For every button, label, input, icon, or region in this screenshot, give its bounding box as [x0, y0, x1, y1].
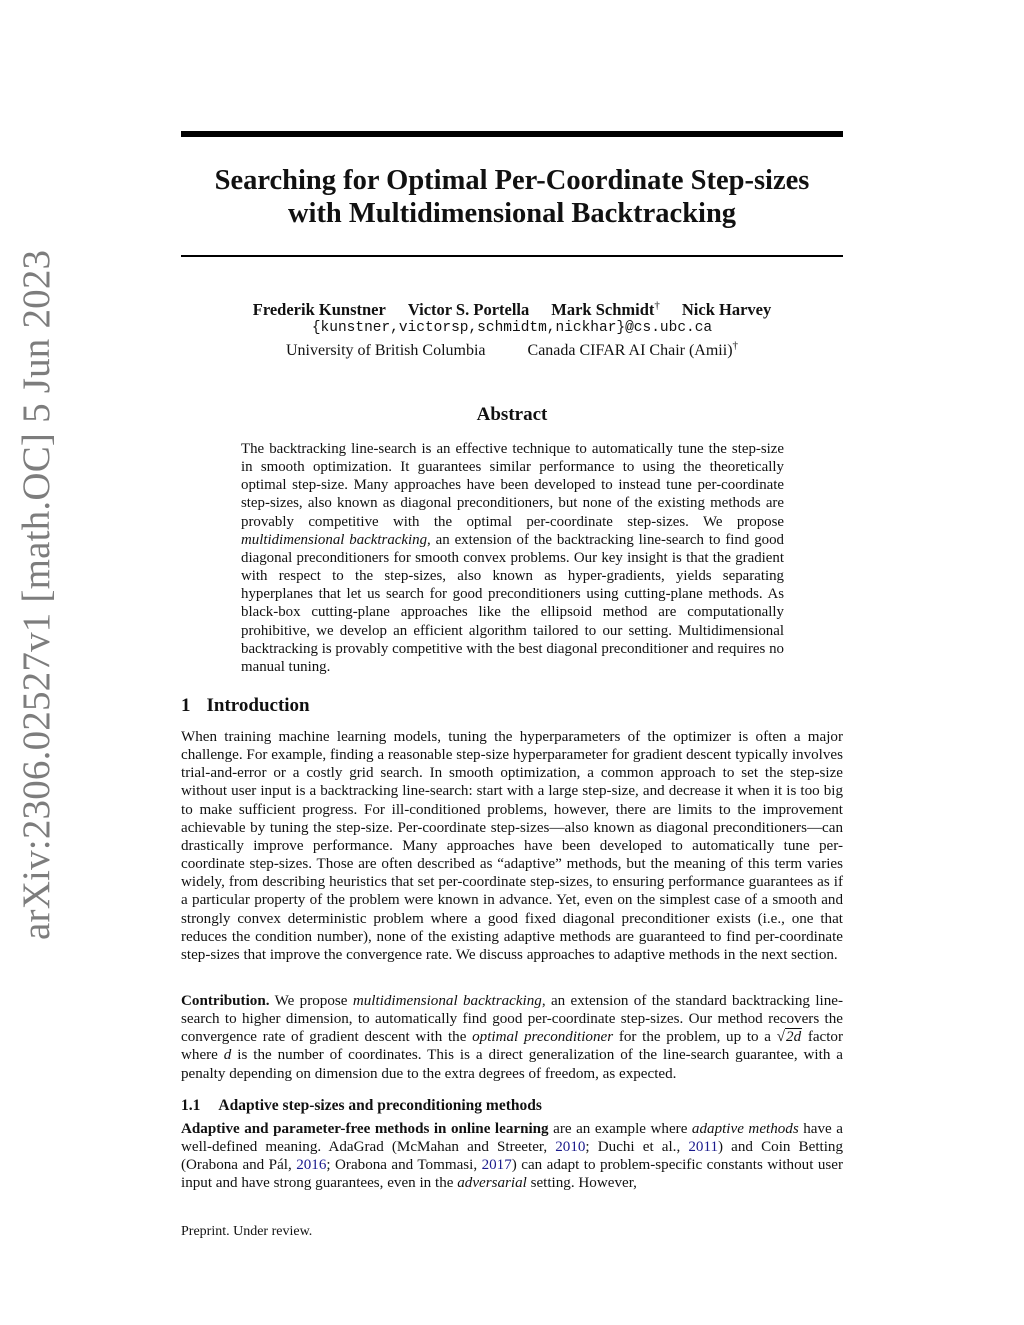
sqrt-expression: [777, 1028, 802, 1045]
citation-link-2011[interactable]: 2011: [688, 1139, 718, 1156]
abstract-text-2: , an extension of the backtracking line-search to find good diagonal preconditioners for smooth convex problems. Our key insight is that the gradient with respect to the step-sizes, also known as hyper-gradients, yields separating hyperplanes that let us search for good preconditioners using cutting-plane methods. As black-box cutting-plane approaches like the ellipsoid method are computationally prohibitive, we develop an efficient algorithm tailored to our setting. Multidimensional backtracking is provably competitive with the best diagonal preconditioner and requires no manual tuning.: [241, 531, 784, 675]
intro-paragraph: When training machine learning models, tuning the hyperparameters of the optimizer is often a major challenge. For example, finding a reasonable step-size hyperparameter for gradient descent typically involves trial-and-error or a costly grid search. In smooth optimization, a common approach to set the step-size without user input is a backtracking line-search: start with a large step-size, and decrease it when it is too big to make sufficient progress. For ill-conditioned problems, however, there are limits to the improvement achievable by tuning the step-size. Per-coordinate step-sizes—also known as diagonal preconditioners—can drastically improve performance. Many approaches have been developed to automatically tune per-coordinate step-sizes. Those are often described as “adaptive” methods, but the meaning of this term varies widely, from describing heuristics that set per-coordinate step-sizes, to ensuring performance guarantees as if a particular property of the problem were known in advance. Yet, even on the simplest case of a smooth and strongly convex deterministic problem where a good fixed diagonal preconditioner exists (i.e., one that reduces the condition number), none of the existing adaptive methods are guaranteed to find per-coordinate step-sizes that improve the convergence rate. We discuss approaches to adaptive methods in the next section.: [181, 729, 843, 963]
title-line-1: Searching for Optimal Per-Coordinate Step-sizes: [214, 165, 810, 196]
affiliation-ubc: University of British Columbia: [285, 342, 486, 360]
citation-link-2017[interactable]: 2017: [481, 1157, 512, 1174]
abstract-body: [241, 440, 784, 676]
abstract-text-1: The backtracking line-search is an effective technique to automatically tune the step-size in smooth optimization. It guarantees similar performance to using the theoretically optimal step-size. Many approaches have been developed to instead tune per-coordinate step-sizes, also known as diagonal preconditioners, but none of the existing methods are provably competitive with the optimal per-coordinate step-sizes. We propose: [241, 441, 784, 530]
citation-link-2016[interactable]: 2016: [296, 1157, 327, 1174]
contribution-text-1: We propose: [269, 993, 353, 1009]
math-variable-d: d: [223, 1047, 232, 1064]
contribution-paragraph: [181, 992, 843, 1083]
subsection-title: Adaptive step-sizes and preconditioning methods: [218, 1097, 542, 1114]
preprint-footer: Preprint. Under review.: [181, 1224, 313, 1239]
title-top-rule: [181, 131, 843, 137]
adaptive-emphasis-1: adaptive methods: [691, 1121, 799, 1137]
adaptive-text-2: have a well-defined meaning. AdaGrad (McMahan and Streeter,: [181, 1121, 843, 1156]
author-schmidt: [551, 300, 660, 319]
contribution-text-5: is the number of coordinates. This is a direct generalization of the line-search guarantee, with a penalty depending on dimension due to the extra degrees of freedom, as expected.: [181, 1047, 843, 1082]
adaptive-lead: Adaptive and parameter-free methods in online learning: [181, 1121, 549, 1137]
affiliation-dagger-mark: †: [732, 340, 739, 352]
author-portella: Victor S. Portella: [407, 299, 530, 319]
title-bottom-rule: [181, 255, 843, 257]
contribution-lead: Contribution.: [181, 993, 270, 1009]
author-emails: {kunstner,victorsp,schmidtm,nickhar}@cs.ubc.ca: [311, 320, 713, 336]
adaptive-text-3: ; Duchi et al.,: [585, 1139, 689, 1156]
citation-link-2010[interactable]: 2010: [555, 1139, 586, 1156]
sqrt-argument-text: 2d: [786, 1029, 802, 1046]
author-schmidt-name: Mark Schmidt: [551, 299, 655, 319]
abstract-emphasis: multidimensional backtracking: [241, 531, 428, 548]
sqrt-symbol: √: [776, 1029, 786, 1046]
title-line-2: with Multidimensional Backtracking: [287, 198, 737, 229]
paper-title: [181, 164, 843, 230]
affiliation-amii: [528, 342, 739, 359]
adaptive-text-4: ) and Coin Betting (Orabona and Pál,: [181, 1139, 843, 1174]
author-kunstner: Frederik Kunstner: [252, 299, 386, 319]
subsection-heading: [181, 1097, 542, 1115]
section-heading-introduction: [181, 695, 310, 717]
author-harvey: Nick Harvey: [681, 299, 772, 319]
subsection-number: 1.1: [181, 1097, 201, 1114]
adaptive-emphasis-2: adversarial: [457, 1175, 527, 1192]
contribution-text-4: factor where: [181, 1029, 844, 1064]
section-number: 1: [181, 695, 191, 716]
adaptive-text-7: setting. However,: [526, 1175, 637, 1192]
contribution-emphasis-1: multidimensional backtracking: [352, 993, 542, 1009]
author-list: [181, 299, 843, 320]
sqrt-argument: [785, 1028, 802, 1045]
adaptive-methods-paragraph: [181, 1120, 843, 1193]
contribution-text-3: for the problem, up to a: [613, 1029, 777, 1046]
abstract-heading: Abstract: [476, 404, 548, 425]
contribution-emphasis-2: optimal preconditioner: [472, 1029, 614, 1046]
arxiv-side-stamp: arXiv:2306.02527v1 [math.OC] 5 Jun 2023: [15, 249, 58, 940]
section-title: Introduction: [206, 695, 310, 716]
adaptive-text-1: are an example where: [548, 1121, 692, 1137]
adaptive-text-6: ) can adapt to problem-specific constants without user input and have strong guarantees, even in the: [181, 1157, 843, 1192]
affiliation-amii-name: Canada CIFAR AI Chair (Amii): [527, 342, 733, 360]
adaptive-text-5: ; Orabona and Tommasi,: [326, 1157, 482, 1174]
contribution-text-2: , an extension of the standard backtracking line-search to higher dimension, to automatically find good per-coordinate step-sizes. Our method recovers the convergence rate of gradient descent with the: [181, 993, 843, 1046]
affiliations: [181, 340, 843, 360]
author-dagger-mark: †: [654, 299, 660, 311]
